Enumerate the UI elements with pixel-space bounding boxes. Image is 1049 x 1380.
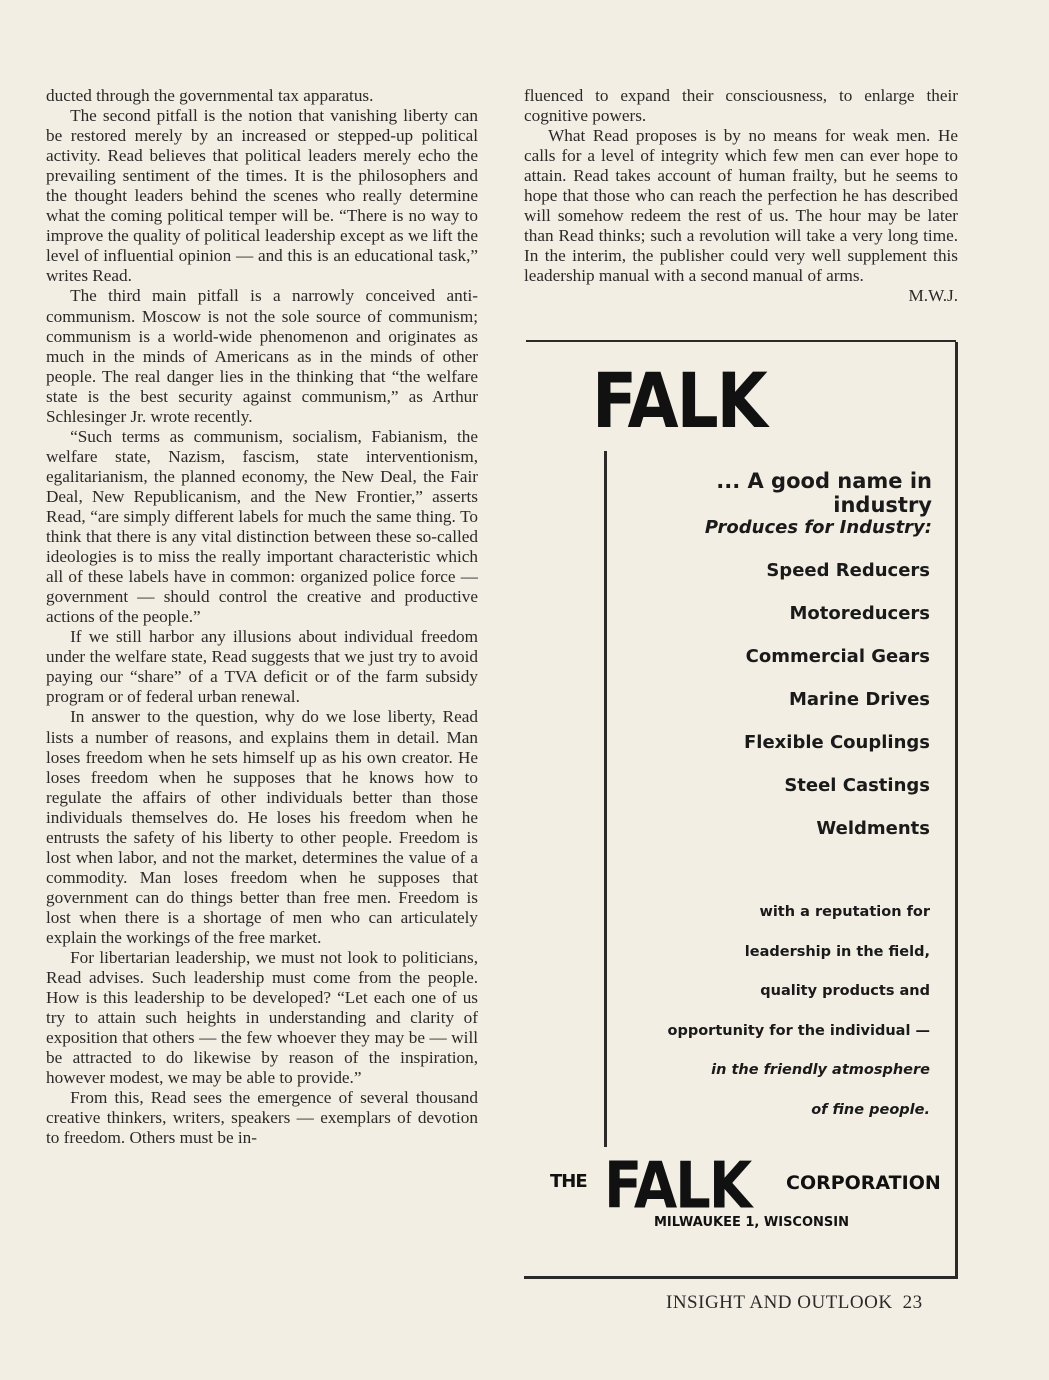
reputation-line: quality products and xyxy=(760,983,930,999)
reputation-line: of fine people. xyxy=(811,1101,930,1118)
page-number: 23 xyxy=(902,1292,923,1313)
paragraph: For libertarian leadership, we must not look to politicians, Read advises. Such leadership must come from the people. How is this leadership to be developed? “Let each one of us try to attain such heights in understanding and clarity of exposition that others — the few whoever they may be — will be attracted to do likewise by reason of the inspiration, however modest, we may be able to provide.” xyxy=(46,948,478,1088)
produces-heading: Produces for Industry: xyxy=(704,517,932,538)
paragraph: What Read proposes is by no means for weak men. He calls for a level of integrity which few men can ever hope to attain. Read takes account of human frailty, but he seems to hope that those who can reach the perfection he has described will somehow redeem the rest of us. The hour may be later than Read thinks; such a revolution will take a very long time. In the interim, the publisher could very well supplement this leadership manual with a second manual of arms. xyxy=(524,126,958,286)
product-item: Flexible Couplings xyxy=(743,732,930,753)
reputation-line: with a reputation for xyxy=(759,904,930,920)
reputation-line: in the friendly atmosphere xyxy=(711,1062,930,1078)
paragraph: From this, Read sees the emergence of several thousand creative thinkers, writers, speakers — exemplars of devotion to freedom. Others must be in- xyxy=(46,1088,478,1148)
paragraph: The third main pitfall is a narrowly conceived anti-communism. Moscow is not the sole source of communism; communism is a world-wide phenomenon and originates as much in the minds of Americans as in the minds of other people. The real danger lies in the thinking that “the welfare state is the best security against communism,” as Arthur Schlesinger Jr. wrote recently. xyxy=(46,286,478,426)
right-column xyxy=(524,86,958,307)
falk-logo-bottom: FALK xyxy=(604,1149,751,1224)
product-item: Speed Reducers xyxy=(766,560,930,581)
product-item: Marine Drives xyxy=(788,689,930,710)
paragraph: The second pitfall is the notion that vanishing liberty can be restored merely by an increased or stepped-up political activity. Read believes that political leaders merely echo the prevailing sentiment of the times. It is the philosophers and the thought leaders behind the scenes who really determine what the coming political temper will be. “There is no way to improve the quality of political leadership except as we lift the level of influential opinion — and this is an educational task,” writes Read. xyxy=(46,106,478,286)
ad-bottom-border xyxy=(524,1276,958,1279)
product-item: Commercial Gears xyxy=(745,646,930,667)
corporation-label: CORPORATION xyxy=(786,1172,941,1194)
reputation-line: opportunity for the individual — xyxy=(667,1022,930,1039)
author-signature: M.W.J. xyxy=(908,286,958,306)
product-item: Steel Castings xyxy=(784,775,930,796)
product-item: Weldments xyxy=(816,818,930,839)
ad-tagline: ... A good name in industry xyxy=(716,469,932,517)
paragraph: ducted through the governmental tax apparatus. xyxy=(46,86,374,105)
reputation-line: leadership in the field, xyxy=(744,943,930,960)
ad-right-border xyxy=(955,342,958,1277)
falk-advertisement xyxy=(524,337,958,1279)
product-list xyxy=(620,559,930,860)
page-footer xyxy=(666,1292,923,1314)
reputation-text xyxy=(620,897,930,1134)
paragraph: “Such terms as communism, socialism, Fabianism, the welfare state, Nazism, fascism, state interventionism, egalitarianism, the planned economy, the New Deal, the Fair Deal, New Republicanism, and the New Frontier,” asserts Read, “are simply different labels for much the same thing. To think that there is any vital distinction between these so-called ideologies is to miss the really important characteristic which all of these labels have in common: organized police force — government — should control the creative and productive actions of the people.” xyxy=(46,426,478,627)
falk-logo: FALK xyxy=(592,357,766,446)
paragraph: In answer to the question, why do we lose liberty, Read lists a number of reasons, and explains them in detail. Man loses freedom when he sets himself up as his own creator. He loses freedom when he supposes that he knows how to regulate the affairs of other individuals better than those individuals themselves do. He loses his freedom when he entrusts the safety of his liberty to other people. Freedom is lost when labor, and not the market, determines the value of a commodity. Man loses freedom when he supposes that government can do things better than free men. Freedom is lost when there is a shortage of men who can articulately explain the workings of the free market. xyxy=(46,707,478,947)
paragraph: fluenced to expand their consciousness, to enlarge their cognitive powers. xyxy=(524,86,958,126)
city-address: MILWAUKEE 1, WISCONSIN xyxy=(654,1215,849,1230)
publication-name: INSIGHT AND OUTLOOK xyxy=(666,1292,893,1313)
product-item: Motoreducers xyxy=(789,603,930,624)
ad-top-rule xyxy=(526,340,956,342)
the-label: THE xyxy=(550,1171,587,1192)
left-column xyxy=(46,86,478,1148)
ad-inner-rule xyxy=(604,451,607,1147)
paragraph: If we still harbor any illusions about individual freedom under the welfare state, Read suggests that we just try to avoid paying our “share” of a TVA deficit or of the farm subsidy program or of federal urban renewal. xyxy=(46,627,478,707)
